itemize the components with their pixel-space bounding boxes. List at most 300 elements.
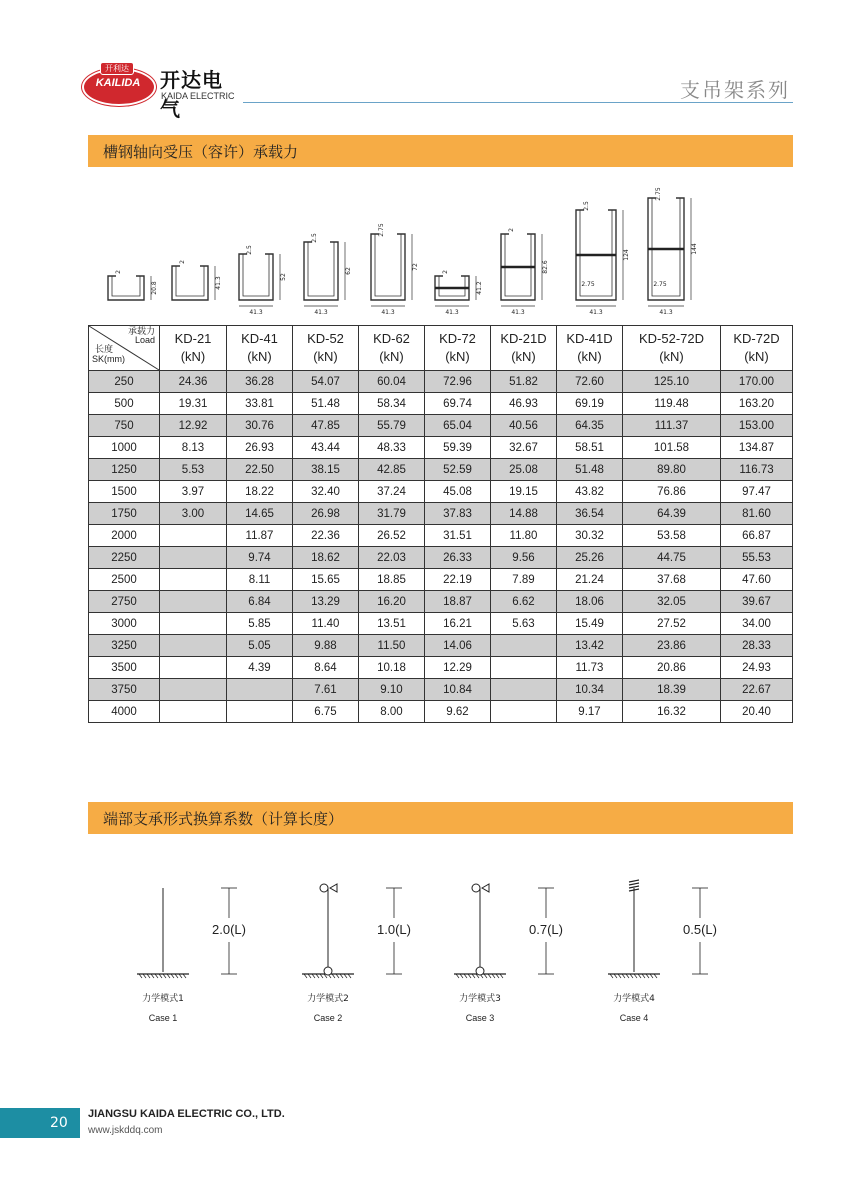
load-value-cell: 53.58 (623, 525, 721, 547)
load-value-cell: 9.74 (227, 547, 293, 569)
load-value-cell: 163.20 (721, 393, 793, 415)
row-length-cell: 500 (89, 393, 160, 415)
row-length-cell: 2000 (89, 525, 160, 547)
column-unit: (kN) (577, 349, 602, 364)
column-unit: (kN) (180, 349, 206, 364)
load-value-cell: 27.52 (623, 613, 721, 635)
load-value-cell: 5.63 (491, 613, 557, 635)
load-value-cell: 25.08 (491, 459, 557, 481)
load-value-cell: 9.56 (491, 547, 557, 569)
profile-inner (243, 254, 269, 296)
load-value-cell: 81.60 (721, 503, 793, 525)
table-row (89, 547, 793, 569)
load-value-cell: 13.29 (293, 591, 359, 613)
load-value-cell (160, 679, 227, 701)
roller-triangle-icon (482, 884, 489, 892)
load-value-cell: 28.33 (721, 635, 793, 657)
load-value-cell: 125.10 (623, 371, 721, 393)
load-value-cell: 4.39 (227, 657, 293, 679)
load-value-cell: 36.28 (227, 371, 293, 393)
load-value-cell: 9.62 (425, 701, 491, 723)
load-value-cell: 6.84 (227, 591, 293, 613)
load-value-cell: 18.87 (425, 591, 491, 613)
dimension-side-label: 52 (280, 273, 287, 281)
corner-load-cn: 承载力 (127, 326, 155, 336)
load-value-cell: 3.97 (160, 481, 227, 503)
column-header (293, 326, 359, 371)
case-label-cn: 力学模式1 (142, 994, 184, 1004)
load-value-cell: 46.93 (491, 393, 557, 415)
dimension-bottom-label: 41.3 (511, 309, 525, 316)
column-name: KD-41D (566, 331, 613, 346)
load-value-cell: 20.86 (623, 657, 721, 679)
roller-icon (472, 884, 480, 892)
load-value-cell: 10.34 (557, 679, 623, 701)
load-value-cell: 21.24 (557, 569, 623, 591)
dimension-top-label: 2.75 (655, 187, 662, 201)
load-value-cell: 47.60 (721, 569, 793, 591)
load-value-cell: 30.32 (557, 525, 623, 547)
channel-profile (371, 223, 419, 316)
section-header-cases (88, 802, 793, 834)
column-unit: (kN) (247, 349, 272, 364)
load-value-cell: 76.86 (623, 481, 721, 503)
load-value-cell: 43.44 (293, 437, 359, 459)
load-value-cell: 16.20 (359, 591, 425, 613)
table-row (89, 569, 793, 591)
column-header (160, 326, 227, 371)
table-row (89, 591, 793, 613)
load-value-cell: 3.00 (160, 503, 227, 525)
dimension-top-label: 2.5 (583, 201, 590, 211)
load-value-cell: 26.33 (425, 547, 491, 569)
column-unit: (kN) (659, 349, 684, 364)
load-value-cell: 34.00 (721, 613, 793, 635)
dimension-bottom-label: 41.3 (381, 309, 395, 316)
dimension-side-label: 62 (345, 267, 352, 275)
column-name: KD-41 (241, 331, 278, 346)
load-value-cell: 52.59 (425, 459, 491, 481)
load-value-cell: 32.40 (293, 481, 359, 503)
load-value-cell: 26.98 (293, 503, 359, 525)
load-value-cell: 14.65 (227, 503, 293, 525)
profile-inner (176, 266, 204, 296)
logo-top-text: 开利达 (100, 62, 134, 75)
channel-profile (239, 245, 287, 316)
load-value-cell: 8.64 (293, 657, 359, 679)
load-value-cell: 58.34 (359, 393, 425, 415)
fixed-end-hatch (629, 880, 639, 882)
page-number-box (0, 1108, 80, 1138)
column-unit: (kN) (445, 349, 470, 364)
load-value-cell: 111.37 (623, 415, 721, 437)
load-value-cell: 18.85 (359, 569, 425, 591)
support-case (454, 884, 563, 1023)
load-value-cell: 36.54 (557, 503, 623, 525)
load-value-cell: 6.75 (293, 701, 359, 723)
table-row (89, 415, 793, 437)
load-value-cell (227, 679, 293, 701)
load-value-cell (160, 635, 227, 657)
load-value-cell: 11.73 (557, 657, 623, 679)
load-value-cell (160, 525, 227, 547)
load-value-cell: 66.87 (721, 525, 793, 547)
load-value-cell: 31.79 (359, 503, 425, 525)
column-header (227, 326, 293, 371)
dimension-side-label: 41.3 (215, 276, 222, 290)
section-title-load: 槽钢轴向受压（容许）承载力 (103, 143, 299, 161)
row-length-cell: 4000 (89, 701, 160, 723)
load-value-cell: 64.35 (557, 415, 623, 437)
load-value-cell: 97.47 (721, 481, 793, 503)
load-value-cell: 72.96 (425, 371, 491, 393)
row-length-cell: 3750 (89, 679, 160, 701)
load-value-cell: 48.33 (359, 437, 425, 459)
dimension-side-label: 72 (412, 263, 419, 271)
corner-length-cn: 长度 (95, 344, 114, 354)
load-value-cell: 55.53 (721, 547, 793, 569)
load-value-cell: 20.40 (721, 701, 793, 723)
fixed-end-hatch (629, 886, 639, 888)
load-value-cell (160, 569, 227, 591)
case-label-cn: 力学模式3 (459, 994, 501, 1004)
section-title-cases: 端部支承形式换算系数（计算长度） (103, 810, 344, 828)
load-value-cell: 15.65 (293, 569, 359, 591)
load-value-cell: 7.89 (491, 569, 557, 591)
section-header-load (88, 135, 793, 167)
channel-profile (576, 201, 630, 316)
column-header (359, 326, 425, 371)
load-value-cell: 18.62 (293, 547, 359, 569)
dimension-bottom-label: 41.3 (659, 309, 673, 316)
load-value-cell: 58.51 (557, 437, 623, 459)
load-value-cell: 69.19 (557, 393, 623, 415)
load-value-cell: 47.85 (293, 415, 359, 437)
column-header (491, 326, 557, 371)
row-length-cell: 750 (89, 415, 160, 437)
support-case (302, 884, 411, 1023)
load-value-cell: 8.11 (227, 569, 293, 591)
case-label-en: Case 1 (148, 1013, 178, 1023)
dimension-side-label: 41.2 (476, 281, 483, 295)
row-length-cell: 1250 (89, 459, 160, 481)
table-row (89, 371, 793, 393)
load-value-cell: 69.74 (425, 393, 491, 415)
load-value-cell: 22.03 (359, 547, 425, 569)
row-length-cell: 1500 (89, 481, 160, 503)
column-name: KD-52 (307, 331, 344, 346)
dimension-top-label: 2 (508, 228, 515, 232)
profile-outline (172, 266, 208, 300)
profile-inner (375, 234, 401, 296)
brand-name-en: KAIDA ELECTRIC (161, 91, 235, 101)
case-label-en: Case 2 (313, 1013, 343, 1023)
row-length-cell: 2500 (89, 569, 160, 591)
load-value-cell: 25.26 (557, 547, 623, 569)
table-row (89, 459, 793, 481)
column-name: KD-52-72D (638, 331, 705, 346)
load-value-cell (160, 613, 227, 635)
load-value-cell (491, 701, 557, 723)
load-value-cell: 54.07 (293, 371, 359, 393)
load-value-cell: 24.36 (160, 371, 227, 393)
dimension-top-label: 2 (115, 270, 122, 274)
load-value-cell: 32.67 (491, 437, 557, 459)
dimension-side-label: 124 (623, 249, 630, 261)
column-unit: (kN) (313, 349, 338, 364)
load-value-cell: 37.68 (623, 569, 721, 591)
column-name: KD-62 (373, 331, 410, 346)
dimension-side-label: 144 (691, 243, 698, 255)
dimension-bottom-label: 41.3 (589, 309, 603, 316)
load-value-cell: 9.88 (293, 635, 359, 657)
load-value-cell: 38.15 (293, 459, 359, 481)
load-value-cell: 5.85 (227, 613, 293, 635)
load-value-cell: 7.61 (293, 679, 359, 701)
case-label-en: Case 4 (619, 1013, 649, 1023)
column-header (557, 326, 623, 371)
load-value-cell: 24.93 (721, 657, 793, 679)
logo-word: KAILIDA (95, 77, 141, 89)
table-row (89, 525, 793, 547)
load-capacity-table (88, 325, 793, 723)
profile-outline (371, 234, 405, 300)
load-value-cell: 89.80 (623, 459, 721, 481)
load-value-cell: 10.18 (359, 657, 425, 679)
load-value-cell: 26.93 (227, 437, 293, 459)
pin-support-icon (324, 967, 332, 975)
load-value-cell (160, 701, 227, 723)
load-value-cell: 72.60 (557, 371, 623, 393)
load-value-cell: 116.73 (721, 459, 793, 481)
dimension-bottom-label: 41.3 (445, 309, 459, 316)
load-value-cell: 31.51 (425, 525, 491, 547)
column-name: KD-21 (174, 331, 212, 346)
column-unit: (kN) (379, 349, 404, 364)
load-value-cell: 26.52 (359, 525, 425, 547)
load-value-cell: 16.32 (623, 701, 721, 723)
load-value-cell: 18.06 (557, 591, 623, 613)
load-value-cell: 11.50 (359, 635, 425, 657)
channel-profile-drawings (88, 187, 785, 320)
company-logo (82, 64, 242, 121)
row-length-cell: 3250 (89, 635, 160, 657)
profile-inner (112, 276, 140, 296)
dimension-side-label: 82.6 (542, 260, 549, 274)
case-label-cn: 力学模式4 (613, 994, 655, 1004)
profile-inner (439, 276, 465, 296)
row-length-cell: 1750 (89, 503, 160, 525)
channel-profile (108, 270, 158, 300)
row-length-cell: 3500 (89, 657, 160, 679)
case-label-cn: 力学模式2 (307, 994, 349, 1004)
row-length-cell: 2750 (89, 591, 160, 613)
table-corner-cell (89, 326, 160, 371)
load-value-cell: 10.84 (425, 679, 491, 701)
column-header (623, 326, 721, 371)
effective-length-label: 1.0(L) (377, 922, 411, 937)
column-name: KD-21D (500, 331, 547, 346)
load-value-cell: 9.17 (557, 701, 623, 723)
roller-icon (320, 884, 328, 892)
dimension-extra-label: 2.75 (653, 281, 667, 288)
company-name: JIANGSU KAIDA ELECTRIC CO., LTD. (88, 1108, 285, 1120)
load-value-cell: 30.76 (227, 415, 293, 437)
load-value-cell: 18.39 (623, 679, 721, 701)
load-value-cell: 5.53 (160, 459, 227, 481)
case-label-en: Case 3 (465, 1013, 495, 1023)
channel-profile (501, 228, 549, 316)
load-value-cell: 32.05 (623, 591, 721, 613)
series-title: 支吊架系列 (680, 78, 790, 102)
support-case (608, 880, 717, 1023)
load-value-cell: 51.48 (557, 459, 623, 481)
brand-name-cn: 开达电气 (160, 68, 223, 121)
dimension-side-label: 20.8 (151, 281, 158, 295)
load-value-cell: 51.48 (293, 393, 359, 415)
load-value-cell: 14.06 (425, 635, 491, 657)
load-value-cell: 37.83 (425, 503, 491, 525)
load-value-cell: 101.58 (623, 437, 721, 459)
column-header (721, 326, 793, 371)
profile-inner (308, 242, 334, 296)
table-row (89, 437, 793, 459)
table-body (89, 371, 793, 723)
dimension-top-label: 2 (179, 260, 186, 264)
load-value-cell (160, 657, 227, 679)
pin-support-icon (476, 967, 484, 975)
column-name: KD-72D (733, 331, 780, 346)
corner-load-en: Load (134, 335, 155, 345)
load-value-cell: 23.86 (623, 635, 721, 657)
page-number: 20 (50, 1115, 68, 1131)
load-value-cell: 119.48 (623, 393, 721, 415)
load-value-cell: 22.67 (721, 679, 793, 701)
load-value-cell: 39.67 (721, 591, 793, 613)
load-value-cell: 134.87 (721, 437, 793, 459)
load-value-cell: 64.39 (623, 503, 721, 525)
load-value-cell (160, 591, 227, 613)
load-value-cell: 33.81 (227, 393, 293, 415)
load-value-cell: 19.31 (160, 393, 227, 415)
load-value-cell (491, 679, 557, 701)
row-length-cell: 1000 (89, 437, 160, 459)
profile-outline (239, 254, 273, 300)
load-value-cell: 37.24 (359, 481, 425, 503)
load-value-cell: 9.10 (359, 679, 425, 701)
load-value-cell: 13.51 (359, 613, 425, 635)
load-value-cell: 22.19 (425, 569, 491, 591)
load-value-cell: 11.40 (293, 613, 359, 635)
dimension-bottom-label: 41.3 (249, 309, 263, 316)
fixed-end-hatch (629, 883, 639, 885)
load-value-cell: 45.08 (425, 481, 491, 503)
load-value-cell: 22.36 (293, 525, 359, 547)
load-value-cell: 51.82 (491, 371, 557, 393)
load-value-cell: 22.50 (227, 459, 293, 481)
profile-outline (304, 242, 338, 300)
table-row (89, 503, 793, 525)
load-value-cell: 55.79 (359, 415, 425, 437)
effective-length-label: 2.0(L) (212, 922, 246, 937)
load-value-cell: 16.21 (425, 613, 491, 635)
load-value-cell: 13.42 (557, 635, 623, 657)
load-value-cell (227, 701, 293, 723)
load-value-cell (160, 547, 227, 569)
load-value-cell: 59.39 (425, 437, 491, 459)
header-divider (243, 102, 793, 103)
company-website: www.jskddq.com (88, 1125, 163, 1136)
corner-length-en: SK(mm) (92, 354, 125, 364)
column-header (425, 326, 491, 371)
load-value-cell: 11.80 (491, 525, 557, 547)
column-name: KD-72 (439, 331, 476, 346)
profile-inner (505, 234, 531, 296)
dimension-extra-label: 2.75 (581, 281, 595, 288)
load-value-cell: 18.22 (227, 481, 293, 503)
load-value-cell: 12.92 (160, 415, 227, 437)
support-cases-diagram (88, 870, 793, 1030)
dimension-top-label: 2.5 (246, 245, 253, 255)
support-case (137, 888, 246, 1023)
dimension-top-label: 2.5 (311, 233, 318, 243)
dimension-bottom-label: 41.3 (314, 309, 328, 316)
effective-length-label: 0.7(L) (529, 922, 563, 937)
load-value-cell: 8.00 (359, 701, 425, 723)
load-value-cell: 19.15 (491, 481, 557, 503)
table-header-row (89, 326, 793, 371)
load-value-cell: 44.75 (623, 547, 721, 569)
load-value-cell (491, 657, 557, 679)
dimension-top-label: 2.75 (378, 223, 385, 237)
load-value-cell: 11.87 (227, 525, 293, 547)
load-value-cell (491, 635, 557, 657)
channel-profile (304, 233, 352, 316)
effective-length-label: 0.5(L) (683, 922, 717, 937)
load-value-cell: 153.00 (721, 415, 793, 437)
row-length-cell: 250 (89, 371, 160, 393)
channel-profile (435, 270, 483, 316)
load-value-cell: 12.29 (425, 657, 491, 679)
load-value-cell: 6.62 (491, 591, 557, 613)
load-value-cell: 43.82 (557, 481, 623, 503)
table-row (89, 679, 793, 701)
row-length-cell: 3000 (89, 613, 160, 635)
load-value-cell: 15.49 (557, 613, 623, 635)
load-value-cell: 65.04 (425, 415, 491, 437)
load-value-cell: 40.56 (491, 415, 557, 437)
row-length-cell: 2250 (89, 547, 160, 569)
load-value-cell: 42.85 (359, 459, 425, 481)
table-row (89, 613, 793, 635)
column-unit: (kN) (744, 349, 769, 364)
column-unit: (kN) (511, 349, 536, 364)
load-value-cell: 60.04 (359, 371, 425, 393)
load-value-cell: 5.05 (227, 635, 293, 657)
table-row (89, 635, 793, 657)
channel-profile (172, 260, 222, 300)
roller-triangle-icon (330, 884, 337, 892)
load-value-cell: 14.88 (491, 503, 557, 525)
load-value-cell: 170.00 (721, 371, 793, 393)
table-row (89, 657, 793, 679)
load-value-cell: 8.13 (160, 437, 227, 459)
table-row (89, 393, 793, 415)
channel-profile (648, 187, 698, 316)
table-row (89, 481, 793, 503)
table-row (89, 701, 793, 723)
dimension-top-label: 2 (442, 270, 449, 274)
